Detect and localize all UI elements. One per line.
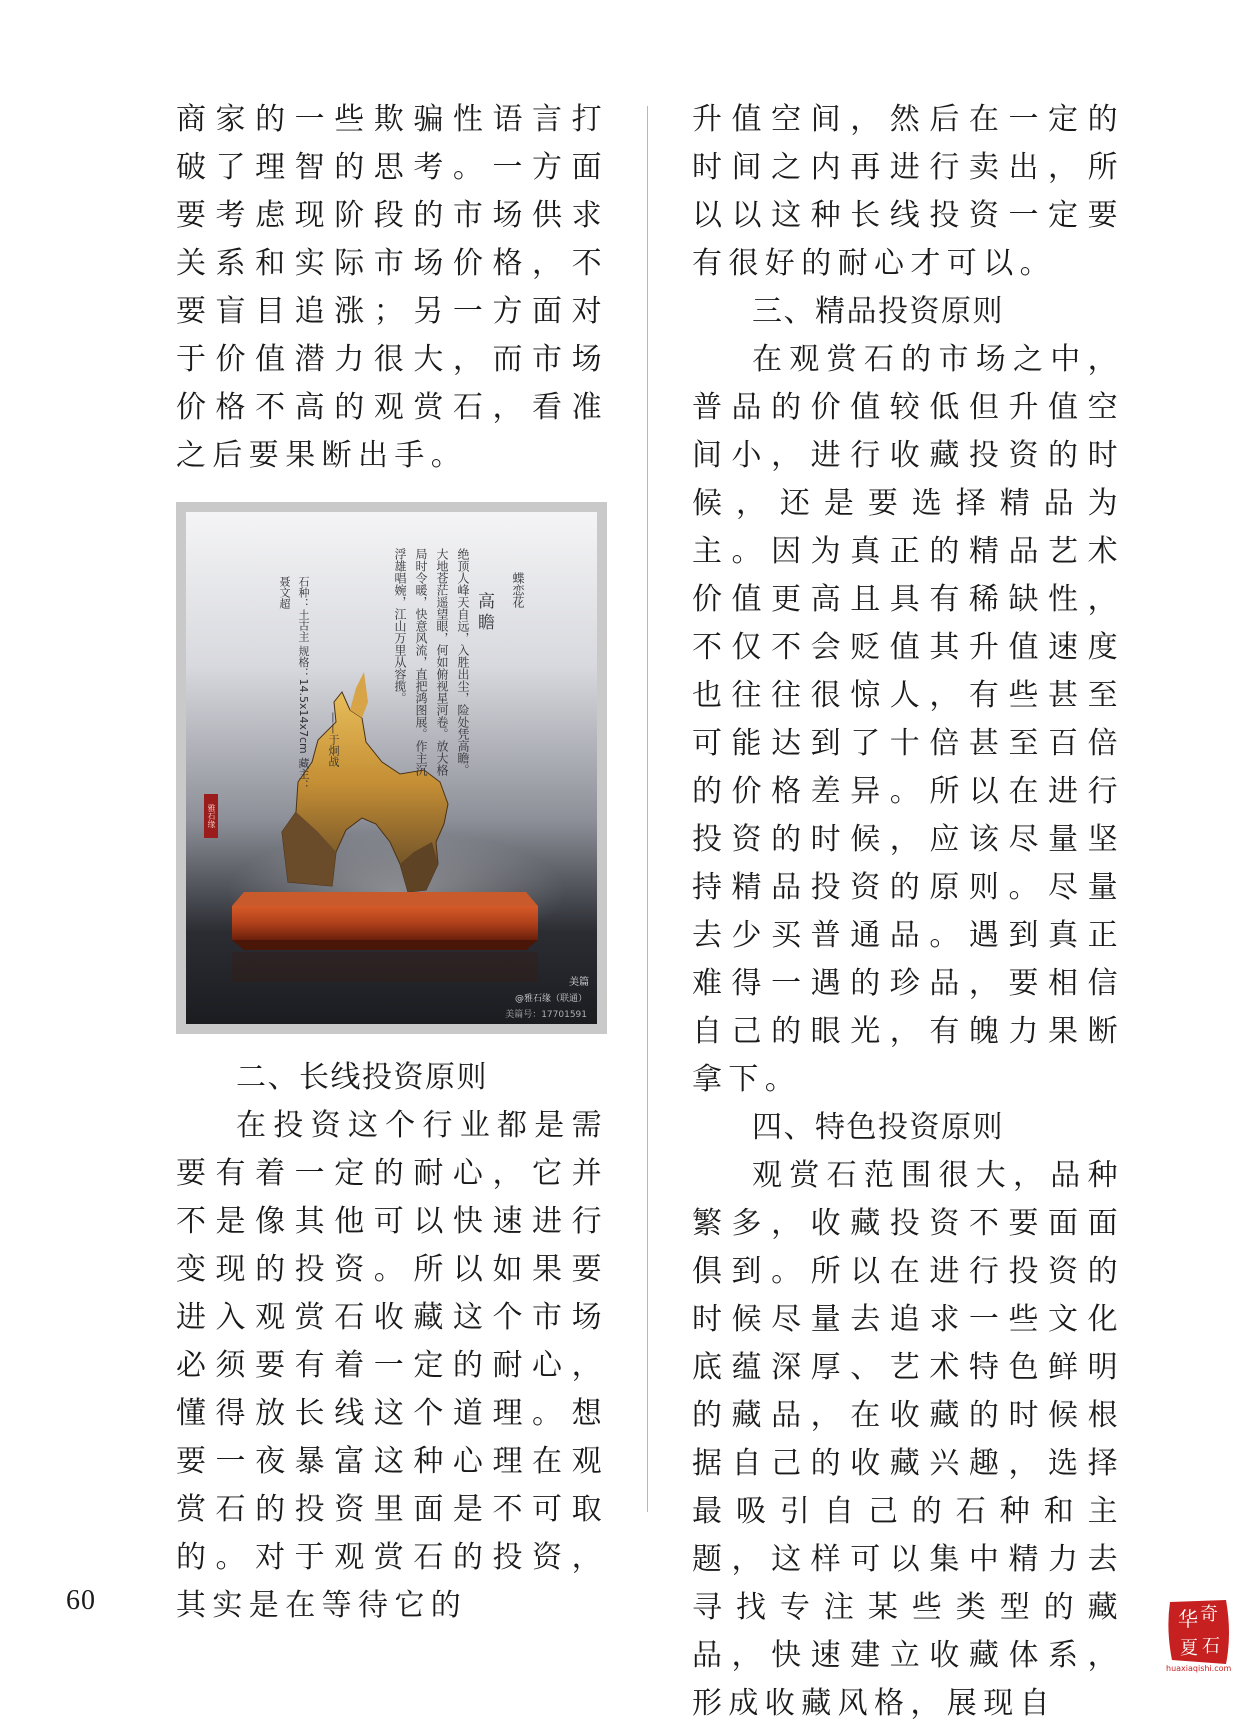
watermark-author: @雅石缘（联通） xyxy=(514,994,587,1004)
section-heading: 三、精品投资原则 xyxy=(752,294,1004,329)
watermark-id: 美篇号：17701591 xyxy=(505,1010,587,1020)
section-heading: 二、长线投资原则 xyxy=(236,1060,488,1095)
stone-photo-inner xyxy=(186,512,597,1024)
poem-lines: 绝顶人峰天自远，入胜出尘，险处凭高瞻。大地苍茫遥望眼，何如俯视星河卷。放大格局时令暖，快意风流，直把鸿图展。作主沉浮雄唱婉，江山万里从容揽。 xyxy=(393,548,470,776)
right-column xyxy=(692,96,1124,1728)
paragraph: 在投资这个行业都是需要有着一定的耐心，它并不是像其他可以快速进行变现的投资。所以如果要进入观赏石收藏这个市场必须要有着一定的耐心，懂得放长线这个道理。想要一夜暴富这种心理在观赏石的投资里面是不可取的。对于观赏石的投资，其实是在等待它的 xyxy=(176,1108,608,1623)
paragraph: 商家的一些欺骗性语言打破了理智的思考。一方面要考虑现阶段的市场供求关系和实际市场价格，不要盲目追涨；另一方面对于价值潜力很大，而市场价格不高的观赏石，看准之后要果断出手。 xyxy=(176,102,608,473)
svg-text:华: 华 xyxy=(1178,1607,1198,1631)
paragraph: 在观赏石的市场之中，普品的价值较低但升值空间小，进行收藏投资的时候，还是要选择精品为主。因为真正的精品艺术价值更高且具有稀缺性，不仅不会贬值其升值速度也往往很惊人，有些甚至可能达到了十倍甚至百倍的价格差异。所以在进行投资的时候，应该尽量坚持精品投资的原则。尽量去少买普通品。遇到真正难得一遇的珍品，要相信自己的眼光，有魄力果断拿下。 xyxy=(692,342,1124,1097)
stone-spec: 石种：土古主 规格：14.5x14x7cm 藏主：聂文超 xyxy=(278,576,310,791)
seal-stamp: 雅石缘 xyxy=(204,794,218,838)
site-url: huaxiaqishi.com xyxy=(1166,1664,1232,1673)
stone-photo xyxy=(176,502,607,1034)
poem-name: 蝶恋花 xyxy=(511,572,525,608)
section-heading: 四、特色投资原则 xyxy=(752,1110,1004,1145)
paragraph: 观赏石范围很大，品种繁多，收藏投资不要面面俱到。所以在进行投资的时候尽量去追求一些文化底蕴深厚、艺术特色鲜明的藏品，在收藏的时候根据自己的收藏兴趣，选择最吸引自己的石种和主题，这样可以集中精力去寻找专注某些类型的藏品，快速建立收藏体系，形成收藏风格，展现自 xyxy=(692,1158,1124,1721)
poem-title: 高瞻 xyxy=(474,592,494,634)
paragraph: 升值空间，然后在一定的时间之内再进行卖出，所以以这种长线投资一定要有很好的耐心才可以。 xyxy=(692,102,1124,281)
left-column xyxy=(176,96,608,1630)
column-divider xyxy=(647,106,648,1512)
poem-author: ——于炯战 xyxy=(327,712,340,767)
page-number: 60 xyxy=(66,1585,96,1616)
watermark-brand: 美篇 xyxy=(569,977,589,988)
svg-text:石: 石 xyxy=(1202,1636,1220,1657)
svg-text:奇: 奇 xyxy=(1200,1604,1218,1625)
svg-text:夏: 夏 xyxy=(1180,1638,1198,1659)
